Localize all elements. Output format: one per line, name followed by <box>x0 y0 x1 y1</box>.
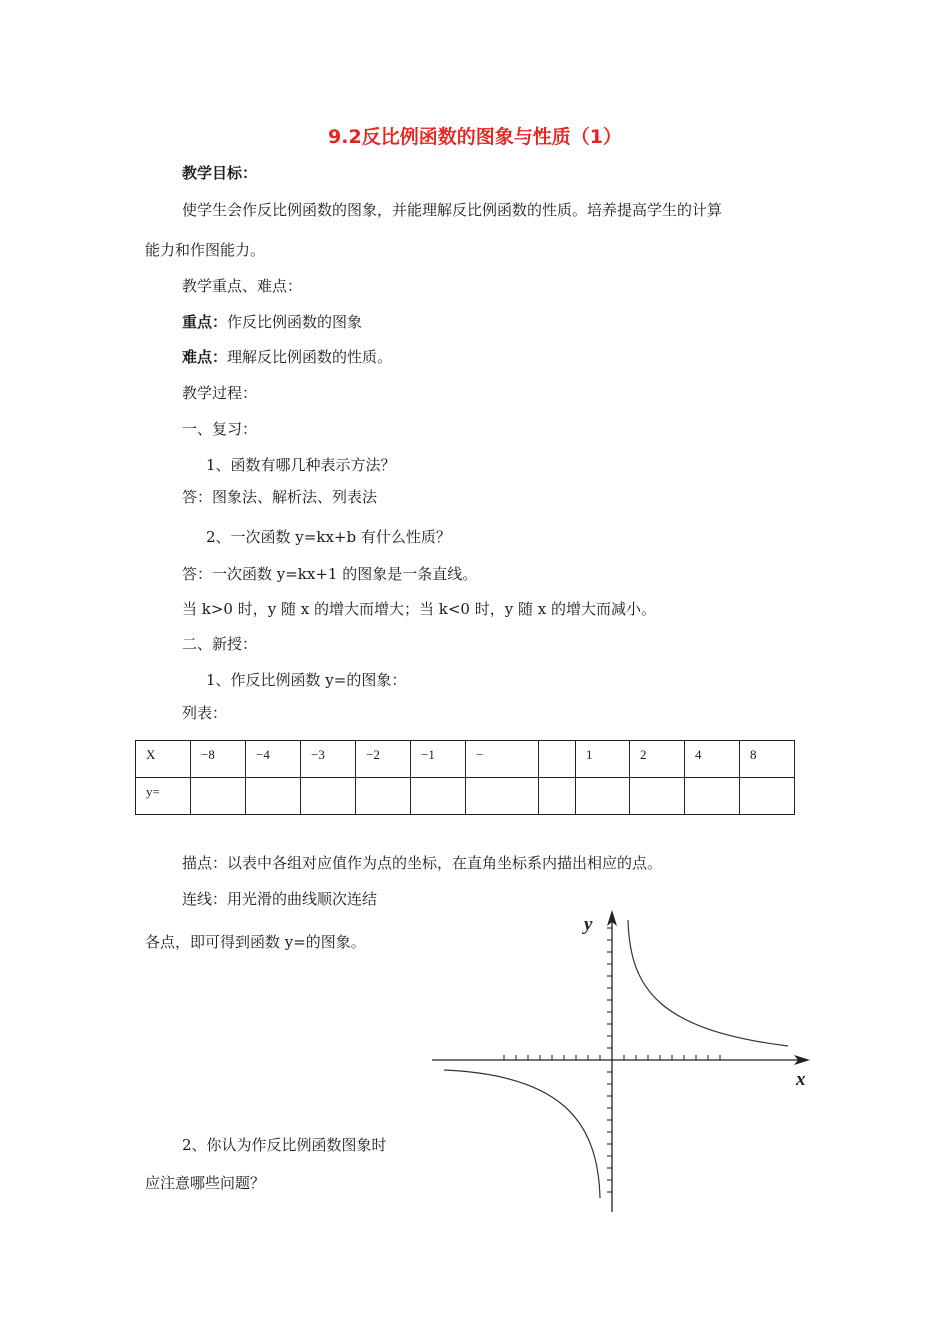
goal-text-line2: 能力和作图能力。 <box>145 241 266 259</box>
table-cell: 8 <box>740 741 795 778</box>
table-cell: 4 <box>685 741 740 778</box>
curve-branch-third-quadrant <box>444 1070 600 1198</box>
new-lesson-heading: 二、新授： <box>182 635 258 653</box>
connect-instruction-line2: 各点，即可得到函数 y=的图象。 <box>145 933 366 951</box>
plot-instruction: 描点：以表中各组对应值作为点的坐标，在直角坐标系内描出相应的点。 <box>182 854 663 872</box>
curve-branch-first-quadrant <box>628 920 788 1046</box>
table-cell: −3 <box>301 741 356 778</box>
answer-1: 答：图象法、解析法、列表法 <box>182 488 378 506</box>
goal-label: 教学目标： <box>182 164 258 182</box>
difficult-point-label: 难点： <box>182 348 228 366</box>
list-label: 列表： <box>182 704 228 722</box>
key-heading: 教学重点、难点： <box>182 277 303 295</box>
table-cell: 2 <box>630 741 685 778</box>
key-point-text: 作反比例函数的图象 <box>227 313 363 331</box>
question-2: 2、一次函数 y=kx+b 有什么性质？ <box>206 528 451 546</box>
table-cell: − <box>466 741 539 778</box>
difficult-point-text: 理解反比例函数的性质。 <box>227 348 393 366</box>
table-cell: −2 <box>356 741 411 778</box>
review-heading: 一、复习： <box>182 420 258 438</box>
key-point-label: 重点： <box>182 313 228 331</box>
question-1: 1、函数有哪几种表示方法？ <box>206 456 396 474</box>
table-cell: y= <box>136 778 191 815</box>
y-axis-label: y <box>584 914 593 935</box>
table-cell: −1 <box>411 741 466 778</box>
goal-text-line1: 使学生会作反比例函数的图象，并能理解反比例函数的性质。培养提高学生的计算 <box>182 201 723 219</box>
question-3-line1: 2、你认为作反比例函数图象时 <box>182 1136 387 1154</box>
answer-2-property: 当 k>0 时，y 随 x 的增大而增大；当 k<0 时，y 随 x 的增大而减小。 <box>182 600 656 618</box>
table-cell: 1 <box>576 741 630 778</box>
answer-2: 答：一次函数 y=kx+1 的图象是一条直线。 <box>182 565 478 583</box>
table-cell: −8 <box>191 741 246 778</box>
x-axis-label: x <box>796 1069 806 1090</box>
question-3-line2: 应注意哪些问题？ <box>145 1174 266 1192</box>
step-1: 1、作反比例函数 y=的图象： <box>206 671 407 689</box>
table-cell: X <box>136 741 191 778</box>
process-heading: 教学过程： <box>182 384 258 402</box>
page-title: 9.2反比例函数的图象与性质（1） <box>328 126 622 148</box>
connect-instruction-line1: 连线：用光滑的曲线顺次连结 <box>182 890 378 908</box>
table-cell: −4 <box>246 741 301 778</box>
